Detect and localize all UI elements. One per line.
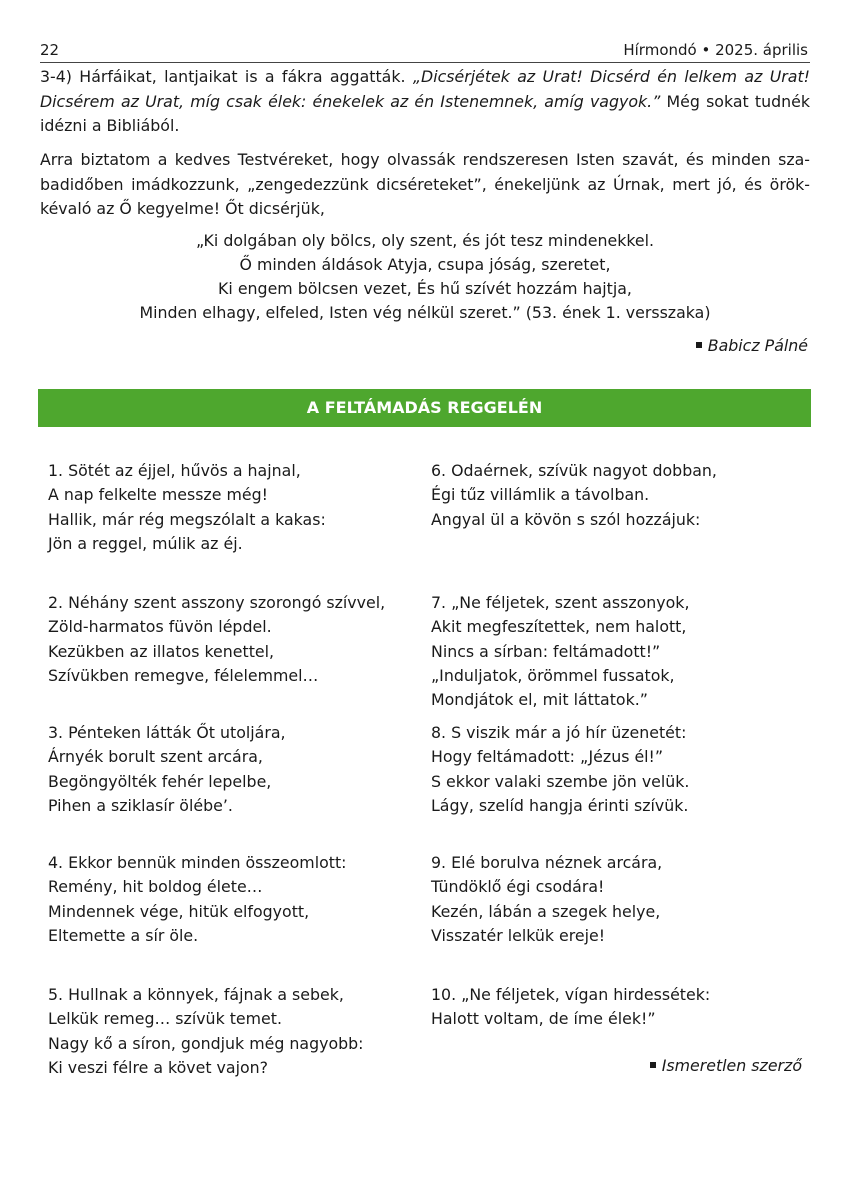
poem-author-signature: Ismeretlen szerző [650,1056,802,1075]
square-bullet-icon [696,342,702,348]
psalm-quote-cont: Dicsérem az Urat, míg csak élek: énekelek az én Istenemnek, amíg vagyok.” [40,91,661,111]
section-title-banner: A FELTÁMADÁS REGGELÉN [38,389,811,427]
page-number: 22 [40,41,60,59]
stanza-6: 6. Odaérnek, szívük nagyot dobban, Égi tűz villámlik a távolban. Angyal ül a kövön s szól hozzájuk: [431,461,717,529]
stanza-9: 9. Elé borulva néznek arcára, Tündöklő égi csodára! Kezén, lábán a szegek helye, Visszatér lelkük ereje! [431,853,663,945]
exhortation-paragraph: Arra biztatom a kedves Testvéreket, hogy olvassák rendszeresen Isten szavát, és minden sza- badidőben imádkozzunk, „zengedezzünk dicséreteket”, énekeljünk az Úrnak, mert jó, és örök- kévaló az Ő kegyelme! Őt dicsérjük, [40,150,810,218]
publication-info: Hírmondó • 2025. április [623,41,808,59]
stanza-10: 10. „Ne féljetek, vígan hirdessétek: Halott voltam, de íme élek!” [431,985,711,1029]
author-signature: Babicz Pálné [696,336,808,355]
stanza-2: 2. Néhány szent asszony szorongó szívvel, Zöld-harmatos füvön lépdel. Kezükben az illatos kenettel, Szívükben remegve, félelemmel… [48,593,386,685]
stanza-5: 5. Hullnak a könnyek, fájnak a sebek, Lelkük remeg… szívük temet. Nagy kő a síron, gondjuk még nagyobb: Ki veszi félre a követ vajon? [48,985,364,1077]
stanza-4: 4. Ekkor bennük minden összeomlott: Remény, hit boldog élete… Mindennek vége, hitük elfogyott, Eltemette a sír öle. [48,853,347,945]
square-bullet-icon [650,1062,656,1068]
page-header [40,41,810,63]
hymn-quote: „Ki dolgában oly bölcs, oly szent, és jót tesz mindenekkel. Ő minden áldások Atyja, csupa jóság, szeretet, Ki engem bölcsen vezet, És hű szívét hozzám hajtja, Minden elhagy, elfeled, Isten vég nélkül szeret.” (53. ének 1. versszaka) [139,231,711,322]
stanza-3: 3. Pénteken látták Őt utoljára, Árnyék borult szent arcára, Begöngyölték fehér lepelbe, Pihen a sziklasír ölébe’. [48,723,286,815]
stanza-7: 7. „Ne féljetek, szent asszonyok, Akit megfeszítettek, nem halott, Nincs a sírban: feltámadott!” „Induljatok, örömmel fussatok, Mondjátok el, mit láttatok.” [431,593,690,710]
stanza-8: 8. S viszik már a jó hír üzenetét: Hogy feltámadott: „Jézus él!” S ekkor valaki szembe jön velük. Lágy, szelíd hangja érinti szívük. [431,723,690,815]
intro-paragraph: 3-4) Hárfáikat, lantjaikat is a fákra aggatták. „Dicsérjétek az Urat! Dicsérd én lelkem az Urat! Dicsérem az Urat, míg csak élek: énekelek az én Istenemnek, amíg vagyok.” Még sokat tudnék idézni a Bibliából. [40,67,810,135]
psalm-quote: „Dicsérjétek az Urat! Dicsérd én lelkem az Urat! [412,67,810,86]
stanza-1: 1. Sötét az éjjel, hűvös a hajnal, A nap felkelte messze még! Hallik, már rég megszólalt a kakas: Jön a reggel, múlik az éj. [48,461,326,553]
